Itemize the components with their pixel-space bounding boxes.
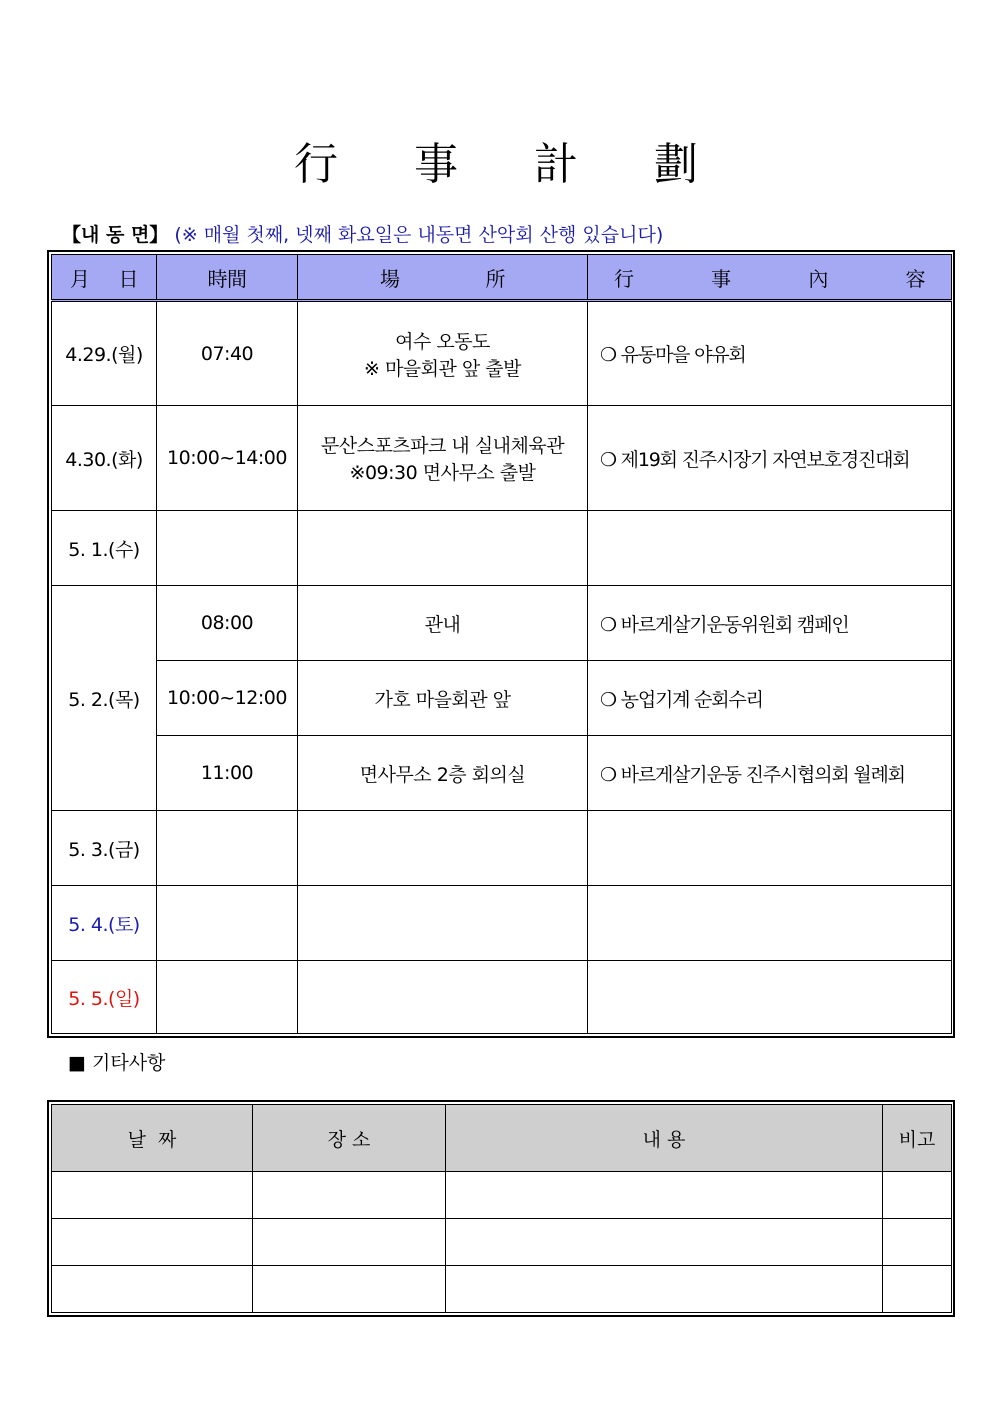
place-cell <box>298 811 588 886</box>
time-cell: 10:00~12:00 <box>157 661 298 736</box>
cell <box>446 1172 883 1219</box>
title-char: 計 <box>534 139 578 190</box>
table-row <box>52 1266 952 1313</box>
table-row <box>52 961 952 1034</box>
department-note: (※ 매월 첫째, 넷째 화요일은 내동면 산악회 산행 있습니다) <box>174 224 664 246</box>
place-cell: 면사무소 2층 회의실 <box>298 736 588 811</box>
table-row <box>52 661 952 736</box>
cell <box>883 1266 952 1313</box>
place-cell: 관내 <box>298 586 588 661</box>
place-cell <box>298 886 588 961</box>
other-header-row <box>52 1105 952 1172</box>
event-cell: ❍ 제19회 진주시장기 자연보호경진대회 <box>588 406 952 511</box>
schedule-header-row <box>52 255 952 301</box>
event-cell: ❍ 바르게살기운동 진주시협의회 월례회 <box>588 736 952 811</box>
table-row <box>52 586 952 661</box>
date-cell-sunday: 5. 5.(일) <box>52 961 157 1034</box>
time-cell <box>157 811 298 886</box>
date-cell: 5. 2.(목) <box>52 586 157 811</box>
table-row <box>52 511 952 586</box>
time-cell: 10:00~14:00 <box>157 406 298 511</box>
time-cell <box>157 511 298 586</box>
place-cell: 가호 마을회관 앞 <box>298 661 588 736</box>
title-char: 行 <box>294 139 338 190</box>
cell <box>446 1266 883 1313</box>
place-cell: 문산스포츠파크 내 실내체육관 ※09:30 면사무소 출발 <box>298 406 588 511</box>
event-cell: ❍ 바르게살기운동위원회 캠페인 <box>588 586 952 661</box>
title-char: 劃 <box>654 139 698 190</box>
cell <box>253 1172 446 1219</box>
header-place: 장 소 <box>253 1105 446 1172</box>
event-cell <box>588 511 952 586</box>
event-cell <box>588 886 952 961</box>
header-date: 날 짜 <box>52 1105 253 1172</box>
date-cell-saturday: 5. 4.(토) <box>52 886 157 961</box>
cell <box>883 1172 952 1219</box>
other-table <box>51 1104 952 1313</box>
schedule-table-frame <box>47 250 955 1038</box>
table-row <box>52 811 952 886</box>
cell <box>446 1219 883 1266</box>
time-cell: 07:40 <box>157 301 298 406</box>
date-cell: 4.30.(화) <box>52 406 157 511</box>
other-table-frame <box>47 1100 955 1317</box>
event-cell: ❍ 농업기계 순회수리 <box>588 661 952 736</box>
table-row <box>52 406 952 511</box>
place-cell <box>298 961 588 1034</box>
date-cell: 5. 3.(금) <box>52 811 157 886</box>
cell <box>883 1219 952 1266</box>
page-title <box>0 128 992 188</box>
date-cell: 4.29.(월) <box>52 301 157 406</box>
title-char: 事 <box>414 139 458 190</box>
event-cell <box>588 811 952 886</box>
table-row <box>52 1219 952 1266</box>
cell <box>52 1266 253 1313</box>
time-cell <box>157 961 298 1034</box>
event-cell <box>588 961 952 1034</box>
other-matters-label: ■ 기타사항 <box>68 1052 166 1074</box>
cell <box>253 1219 446 1266</box>
table-row <box>52 736 952 811</box>
table-row <box>52 301 952 406</box>
cell <box>52 1219 253 1266</box>
event-cell: ❍ 유동마을 야유회 <box>588 301 952 406</box>
time-cell: 11:00 <box>157 736 298 811</box>
time-cell: 08:00 <box>157 586 298 661</box>
header-date: 月 日 <box>52 255 157 301</box>
date-cell: 5. 1.(수) <box>52 511 157 586</box>
header-place: 場 所 <box>298 255 588 301</box>
place-cell: 여수 오동도 ※ 마을회관 앞 출발 <box>298 301 588 406</box>
header-content: 내 용 <box>446 1105 883 1172</box>
department-name: 【내 동 면】 <box>62 224 169 246</box>
header-time: 時間 <box>157 255 298 301</box>
department-subtitle <box>62 220 663 247</box>
time-cell <box>157 886 298 961</box>
schedule-table <box>51 254 952 1034</box>
cell <box>52 1172 253 1219</box>
cell <box>253 1266 446 1313</box>
table-row <box>52 1172 952 1219</box>
header-remarks: 비고 <box>883 1105 952 1172</box>
header-event: 行 事 內 容 <box>588 255 952 301</box>
table-row <box>52 886 952 961</box>
place-cell <box>298 511 588 586</box>
